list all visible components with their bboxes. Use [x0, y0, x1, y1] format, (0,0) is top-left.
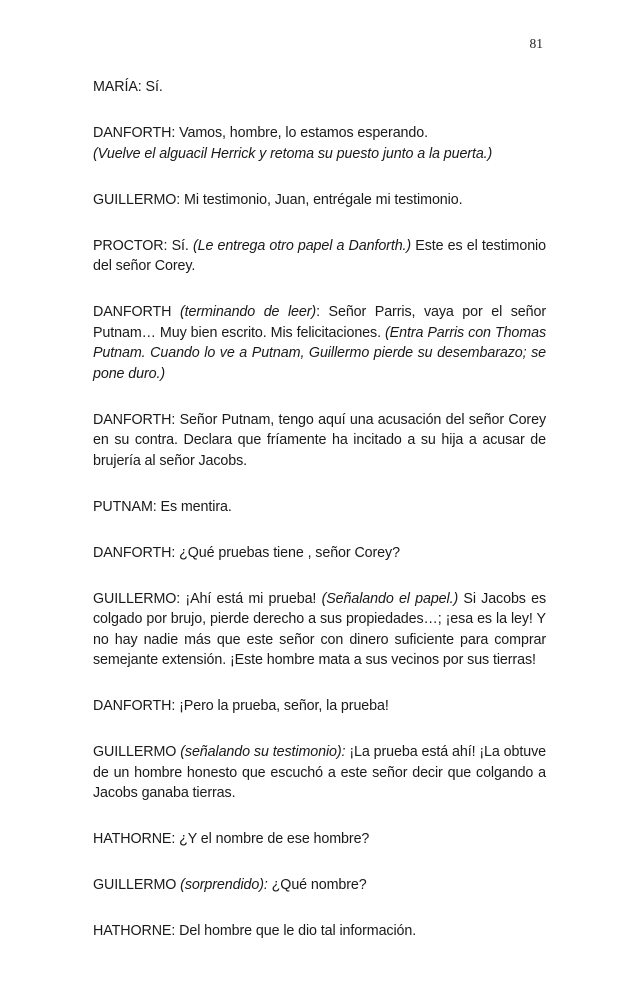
speaker-name: GUILLERMO:	[93, 590, 181, 607]
dialogue-text: Este es el testimonio del señor Corey.	[93, 237, 546, 274]
dialogue-text: ¡Pero la prueba, señor, la prueba!	[175, 698, 389, 714]
stage-direction-text: (terminando de leer)	[171, 304, 317, 320]
speaker-name: DANFORTH:	[93, 698, 176, 714]
speaker-name: DANFORTH:	[93, 544, 176, 561]
speaker-name: MARÍA:	[93, 79, 142, 95]
dialogue-text: Señor Putnam, tengo aquí una acusación del señor Corey en su contra. Declara que fríamente ha incitado a su hija a acusar de brujería al señor Jacobs.	[93, 411, 546, 469]
stage-direction-text: (señalando su testimonio):	[176, 744, 346, 760]
dialogue-danforth-5	[93, 696, 546, 717]
dialogue-maria	[93, 77, 546, 98]
dialogue-guillermo-4	[93, 875, 546, 896]
dialogue-text: Vamos, hombre, lo estamos esperando.	[175, 125, 428, 141]
stage-direction-text: (Señalando el papel.)	[321, 590, 459, 607]
dialogue-putnam	[93, 497, 546, 518]
dialogue-danforth-3	[93, 410, 546, 472]
dialogue-guillermo-1	[93, 190, 546, 211]
dialogue-text: ¿Qué pruebas tiene , señor Corey?	[175, 544, 400, 561]
dialogue-text: Si Jacobs es colgado por brujo, pierde derecho a sus propiedades…; ¡esa es la ley! Y no hay nadie más que este señor con dinero suficiente para comprar semejante extensión. ¡Este hombre mata a sus vecinos por sus tierras!	[93, 590, 546, 668]
dialogue-hathorne-1	[93, 829, 546, 850]
speaker-name: DANFORTH:	[93, 125, 176, 141]
dialogue-text: ¡La prueba está ahí! ¡La obtuve de un hombre honesto que escuchó a este señor decir que colgando a Jacobs ganaba tierras.	[93, 744, 546, 801]
dialogue-text: ¿Qué nombre?	[267, 877, 367, 893]
speaker-name: HATHORNE:	[93, 923, 176, 939]
dialogue-text: Del hombre que le dio tal información.	[175, 923, 417, 939]
speaker-name: GUILLERMO:	[93, 191, 181, 208]
speaker-name: DANFORTH	[93, 304, 172, 320]
speaker-name: HATHORNE:	[93, 831, 176, 847]
stage-direction-text: (Vuelve el alguacil Herrick y retoma su puesto junto a la puerta.)	[93, 145, 493, 162]
stage-direction-text: (sorprendido):	[176, 877, 268, 893]
dialogue-proctor	[93, 236, 546, 277]
speaker-name: GUILLERMO	[93, 877, 177, 893]
script-page-body	[93, 77, 546, 967]
page-number: 81	[529, 36, 543, 51]
speaker-name: PROCTOR:	[93, 237, 168, 254]
dialogue-guillermo-2	[93, 589, 546, 671]
stage-direction-herrick	[93, 144, 546, 165]
stage-direction-text: (Entra Parris con Thomas Putnam. Cuando lo ve a Putnam, Guillermo pierde su desembarazo; se pone duro.)	[93, 324, 546, 382]
dialogue-text: Es mentira.	[156, 498, 232, 515]
speaker-name: DANFORTH:	[93, 411, 176, 428]
dialogue-hathorne-2	[93, 921, 546, 942]
dialogue-text: ¿Y el nombre de ese hombre?	[175, 831, 370, 847]
dialogue-text: Sí.	[141, 79, 163, 95]
speaker-name: PUTNAM:	[93, 498, 157, 515]
dialogue-danforth-2	[93, 302, 546, 384]
speaker-name: GUILLERMO	[93, 744, 177, 760]
dialogue-danforth-4	[93, 543, 546, 564]
dialogue-guillermo-3	[93, 742, 546, 804]
dialogue-text: : Señor Parris, vaya por el señor Putnam… Muy bien escrito. Mis felicitaciones.	[93, 304, 547, 341]
dialogue-danforth-1	[93, 123, 546, 144]
dialogue-text: Sí.	[167, 237, 193, 254]
dialogue-text: Mi testimonio, Juan, entrégale mi testimonio.	[180, 191, 463, 208]
dialogue-text: ¡Ahí está mi prueba!	[180, 590, 322, 607]
stage-direction-text: (Le entrega otro papel a Danforth.)	[192, 237, 412, 254]
